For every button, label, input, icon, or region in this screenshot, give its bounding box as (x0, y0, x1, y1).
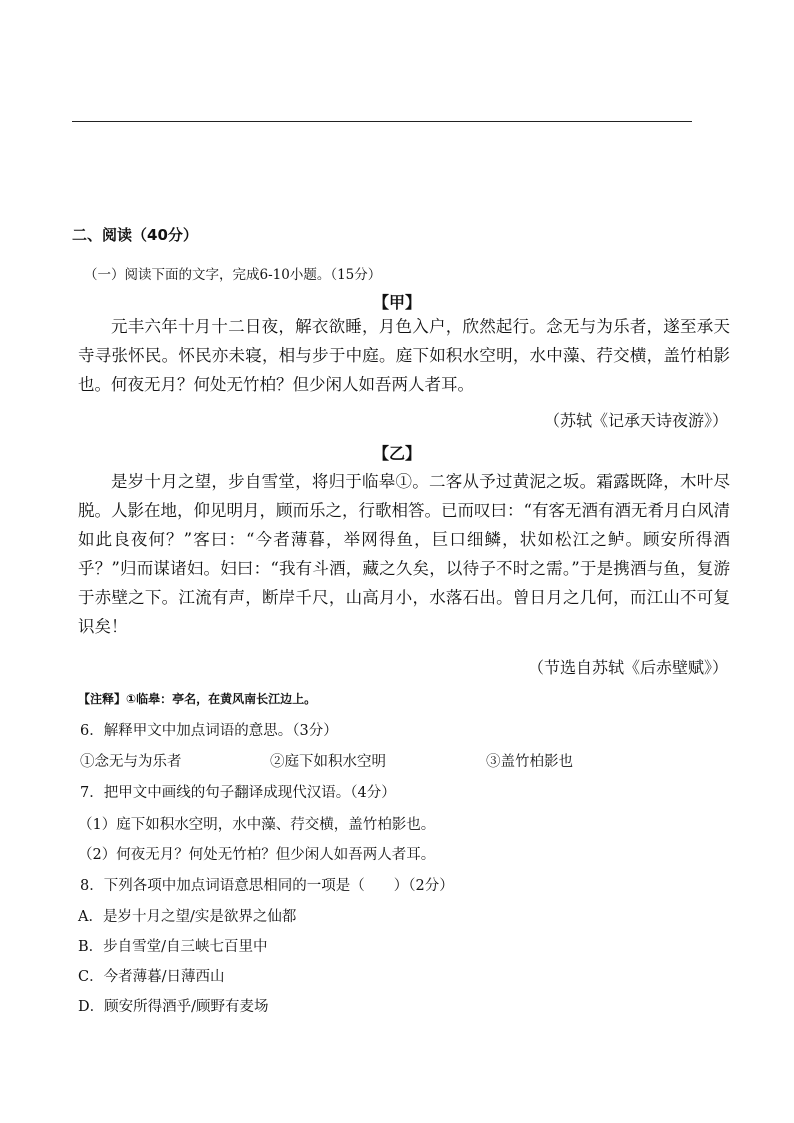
section-heading: 二、阅读（40分） (72, 226, 198, 244)
question-7-sentence-2: （2）何夜无月？何处无竹柏？但少闲人如吾两人者耳。 (78, 847, 436, 863)
question-6-item-3: ③盖竹柏影也 (486, 754, 573, 770)
passage-jia-source: （苏轼《记承天诗夜游》） (543, 411, 728, 430)
passage-yi-source: （节选自苏轼《后赤壁赋》） (527, 658, 728, 677)
part-intro: （一）阅读下面的文字，完成6-10小题。（15分） (84, 267, 382, 283)
question-6-item-1: ①念无与为乐者 (80, 754, 182, 770)
question-8-stem: 8．下列各项中加点词语意思相同的一项是（ ）（2分） (80, 878, 454, 894)
passage-yi-text: 是岁十月之望，步自雪堂，将归于临皋①。二客从予过黄泥之坂。霜露既降，木叶尽脱。人影在地，仰见明月，顾而乐之，行歌相答。已而叹曰：“有客无酒有酒无肴月白风清如此良夜何？”客曰：“今者薄暮，举网得鱼，巨口细鳞，状如松江之鲈。顾安所得酒乎？”归而谋诸妇。妇曰：“我有斗酒，藏之久矣，以待子不时之需。”于是携酒与鱼，复游于赤壁之下。江流有声，断岸千尺，山高月小，水落石出。曾日月之几何，而江山不可复识矣！ (78, 472, 730, 636)
passage-jia-text: 元丰六年十月十二日夜，解衣欲睡，月色入户，欣然起行。念无与为乐者，遂至承天寺寻张怀民。怀民亦未寝，相与步于中庭。庭下如积水空明，水中藻、荇交横，盖竹柏影也。何夜无月？何处无竹柏？但少闲人如吾两人者耳。 (78, 317, 730, 394)
question-6-stem: 6．解释甲文中加点词语的意思。（3分） (80, 723, 338, 739)
question-7-stem: 7．把甲文中画线的句子翻译成现代汉语。（4分） (80, 785, 396, 801)
question-8-choice-d: D．顾安所得酒乎/顾野有麦场 (78, 999, 269, 1015)
header-rule (72, 121, 692, 122)
question-6-item-2: ②庭下如积水空明 (270, 754, 386, 770)
passage-jia (78, 312, 730, 399)
passage-yi-title: 【乙】 (372, 444, 421, 463)
passage-jia-title: 【甲】 (372, 293, 421, 312)
annotation-note: 【注释】①临皋：亭名，在黄风南长江边上。 (78, 692, 317, 706)
question-8-choice-b: B．步自雪堂/自三峡七百里中 (78, 939, 268, 955)
passage-yi (78, 467, 730, 641)
question-8-choice-a: A．是岁十月之望/实是欲界之仙都 (78, 909, 297, 925)
question-7-sentence-1: （1）庭下如积水空明，水中藻、荇交横，盖竹柏影也。 (78, 817, 436, 833)
question-8-choice-c: C．今者薄暮/日薄西山 (78, 969, 225, 985)
